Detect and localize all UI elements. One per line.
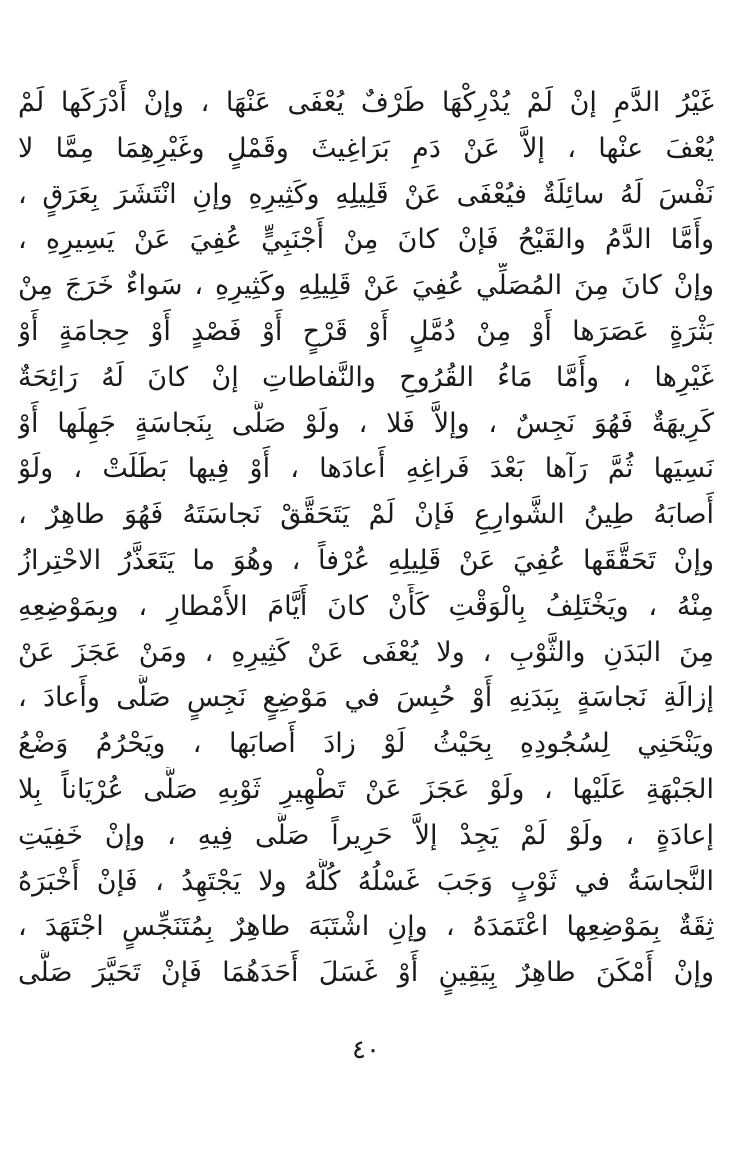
text-line: إزالَةِ نَجاسَةٍ بِبَدَنِهِ أَوْ حُبِسَ في مَوْضِعٍ نَجِسٍ صَلَّى وأَعادَ ، (18, 682, 714, 714)
text-line: نَفْسَ لَهُ سائِلَةٌ فيُعْفَى عَنْ قَلِيلِهِ وكَثِيرِهِ وإنِ انْتَشَرَ بِعَرَقٍ ، (18, 178, 714, 210)
text-line: الجَبْهَةِ عَلَيْها ، ولَوْ عَجَزَ عَنْ تَطْهِيرِ ثَوْبِهِ صَلَّى عُرْيَاناً بِلا (18, 773, 714, 805)
text-line: بَثْرَةٍ عَصَرَها أَوْ مِنْ دُمَّلٍ أَوْ قَرْحٍ أَوْ فَصْدٍ أَوْ حِجامَةٍ أَوْ (18, 315, 714, 347)
text-line: مِنَ البَدَنِ والثَّوْبِ ، ولا يُعْفَى عَنْ كَثِيرِهِ ، ومَنْ عَجَزَ عَنْ (18, 636, 714, 668)
text-line: أَصابَهُ طِينُ الشَّوارِعِ فَإنْ لَمْ يَتَحَقَّقْ نَجاسَتَهُ فَهُوَ طاهِرٌ ، (18, 499, 714, 531)
text-line: مِنْهُ ، ويَخْتَلِفُ بِالْوَقْتِ كَأَنْ كانَ أَيَّامَ الأَمْطارِ ، وبِمَوْضِعِهِ (18, 590, 714, 622)
body-text (18, 80, 714, 996)
text-line: يُعْفَ عنْها ، إلاَّ عَنْ دَمِ بَرَاغِيثَ وقَمْلٍ وغَيْرِهِمَا مِمَّا لا (18, 132, 714, 164)
text-line: وأَمَّا الدَّمُ والقَيْحُ فَإنْ كانَ مِنْ أَجْنَبِيٍّ عُفِيَ عَنْ يَسِيرِهِ ، (18, 224, 714, 256)
text-line: كَرِيهَةٌ فَهُوَ نَجِسٌ ، وإلاَّ فَلا ، ولَوْ صَلَّى بِنَجاسَةٍ جَهِلَها أَوْ (18, 407, 714, 439)
text-line: غَيْرِها ، وأَمَّا مَاءُ القُرُوحِ والنَّفاطاتِ إنْ كانَ لَهُ رَائِحَةٌ (18, 361, 714, 393)
text-line: غَيْرُ الدَّمِ إنْ لَمْ يُدْرِكْهَا طَرْفٌ يُعْفَى عَنْهَا ، وإنْ أَدْرَكَها لَمْ (18, 87, 714, 118)
text-line: إعادَةٍ ، ولَوْ لَمْ يَجِدْ إلاَّ حَرِيراً صَلَّى فِيهِ ، وإنْ خَفِيَتِ (18, 819, 714, 851)
text-line: وإنْ تَحَقَّقَها عُفِيَ عَنْ قَلِيلِهِ عُرْفاً ، وهُوَ ما يَتَعَذَّرُ الاحْتِرازُ (18, 544, 714, 576)
text-line: وإنْ كانَ مِنَ المُصَلِّي عُفِيَ عَنْ قَلِيلِهِ وكَثِيرِهِ ، سَواءٌ خَرَجَ مِنْ (18, 270, 714, 302)
text-line: ويَنْحَنِي لِسُجُودِهِ بِحَيْثُ لَوْ زادَ أَصابَها ، ويَحْرُمُ وَضْعُ (18, 728, 714, 760)
page-number: ٤٠ (352, 1035, 380, 1065)
text-line: ثِقَةٌ بِمَوْضِعِها اعْتَمَدَهُ ، وإنِ اشْتَبَهَ طاهِرٌ بِمُتَنَجِّسٍ اجْتَهَدَ ، (18, 911, 714, 943)
text-line: نَسِيَها ثُمَّ رَآها بَعْدَ فَراغِهِ أَعادَها ، أَوْ فِيها بَطَلَتْ ، ولَوْ (18, 453, 714, 485)
text-line: النَّجاسَةُ في ثَوْبٍ وَجَبَ غَسْلُهُ كُلُّهُ ولا يَجْتَهِدُ ، فَإنْ أَخْبَرَهُ (18, 865, 714, 897)
text-line: وإنْ أَمْكَنَ طاهِرٌ بِيَقِينٍ أَوْ غَسَلَ أَحَدَهُمَا فَإنْ تَحَيَّرَ صَلَّى (18, 957, 714, 989)
